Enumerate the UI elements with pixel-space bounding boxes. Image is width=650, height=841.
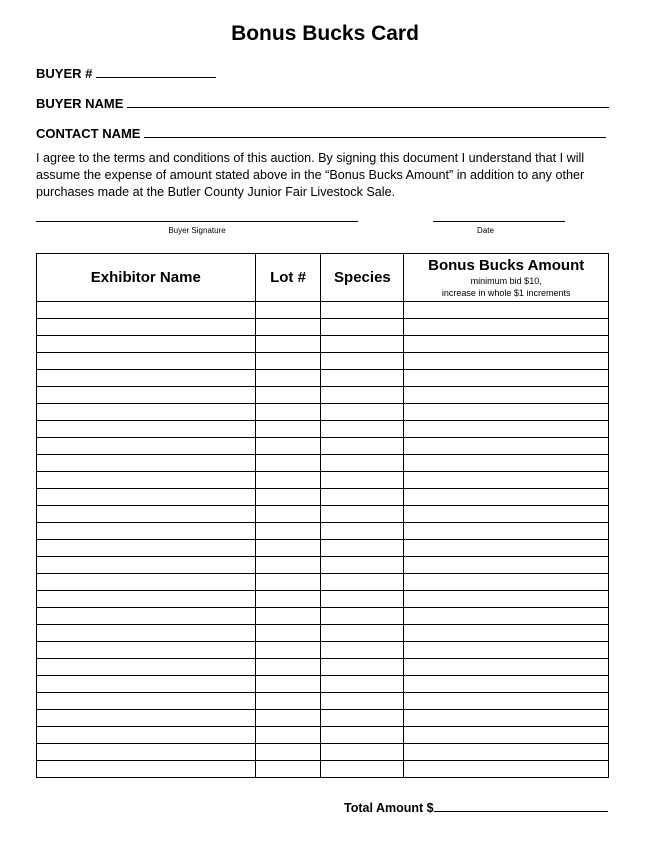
exhibitor-name-cell[interactable] <box>37 370 256 387</box>
table-row <box>37 744 609 761</box>
species-cell[interactable] <box>321 404 404 421</box>
exhibitor-name-cell[interactable] <box>37 438 256 455</box>
species-cell[interactable] <box>321 387 404 404</box>
exhibitor-name-cell[interactable] <box>37 574 256 591</box>
date-label: Date <box>477 226 494 235</box>
exhibitor-name-cell[interactable] <box>37 336 256 353</box>
lot-number-header: Lot # <box>255 254 321 302</box>
bonus-bucks-amount-cell[interactable] <box>404 676 609 693</box>
contact-name-label: CONTACT NAME <box>36 126 141 141</box>
bonus-bucks-amount-header <box>404 254 609 302</box>
bonus-bucks-amount-cell[interactable] <box>404 489 609 506</box>
bonus-bucks-table <box>36 253 609 778</box>
table-row <box>37 625 609 642</box>
bonus-bucks-amount-cell[interactable] <box>404 523 609 540</box>
species-header: Species <box>321 254 404 302</box>
lot-number-cell[interactable] <box>255 353 321 370</box>
lot-number-cell[interactable] <box>255 489 321 506</box>
exhibitor-name-cell[interactable] <box>37 642 256 659</box>
bonus-bucks-amount-cell[interactable] <box>404 761 609 778</box>
bonus-bucks-amount-cell[interactable] <box>404 625 609 642</box>
species-cell[interactable] <box>321 608 404 625</box>
table-row <box>37 676 609 693</box>
table-row <box>37 659 609 676</box>
bonus-bucks-amount-cell[interactable] <box>404 370 609 387</box>
table-row <box>37 574 609 591</box>
bonus-bucks-amount-cell[interactable] <box>404 302 609 319</box>
buyer-number-label: BUYER # <box>36 66 93 81</box>
exhibitor-name-cell[interactable] <box>37 710 256 727</box>
table-row <box>37 353 609 370</box>
species-cell[interactable] <box>321 540 404 557</box>
species-cell[interactable] <box>321 370 404 387</box>
species-cell[interactable] <box>321 574 404 591</box>
table-row <box>37 727 609 744</box>
bonus-bucks-amount-cell[interactable] <box>404 319 609 336</box>
exhibitor-name-cell[interactable] <box>37 455 256 472</box>
table-row <box>37 642 609 659</box>
lot-number-cell[interactable] <box>255 761 321 778</box>
lot-number-cell[interactable] <box>255 472 321 489</box>
species-cell[interactable] <box>321 472 404 489</box>
exhibitor-name-cell[interactable] <box>37 591 256 608</box>
species-cell[interactable] <box>321 659 404 676</box>
buyer-name-label: BUYER NAME <box>36 96 124 111</box>
buyer-number-field <box>36 64 216 81</box>
species-cell[interactable] <box>321 761 404 778</box>
lot-number-cell[interactable] <box>255 506 321 523</box>
table-row <box>37 438 609 455</box>
lot-number-cell[interactable] <box>255 302 321 319</box>
table-row <box>37 472 609 489</box>
minimum-bid-note: minimum bid $10, <box>470 275 542 286</box>
exhibitor-name-cell[interactable] <box>37 659 256 676</box>
lot-number-cell[interactable] <box>255 693 321 710</box>
exhibitor-name-header: Exhibitor Name <box>37 254 256 302</box>
exhibitor-name-cell[interactable] <box>37 761 256 778</box>
table-row <box>37 608 609 625</box>
bonus-bucks-amount-cell[interactable] <box>404 693 609 710</box>
buyer-signature-line[interactable] <box>36 221 358 222</box>
species-cell[interactable] <box>321 557 404 574</box>
exhibitor-name-cell[interactable] <box>37 387 256 404</box>
exhibitor-name-cell[interactable] <box>37 523 256 540</box>
bonus-bucks-amount-cell[interactable] <box>404 438 609 455</box>
lot-number-cell[interactable] <box>255 659 321 676</box>
lot-number-cell[interactable] <box>255 421 321 438</box>
table-row <box>37 540 609 557</box>
exhibitor-name-cell[interactable] <box>37 472 256 489</box>
buyer-number-line[interactable] <box>96 64 216 78</box>
bonus-bucks-amount-cell[interactable] <box>404 591 609 608</box>
bonus-bucks-amount-cell[interactable] <box>404 574 609 591</box>
species-cell[interactable] <box>321 506 404 523</box>
species-cell[interactable] <box>321 353 404 370</box>
table-row <box>37 710 609 727</box>
table-row <box>37 523 609 540</box>
lot-number-cell[interactable] <box>255 387 321 404</box>
exhibitor-name-cell[interactable] <box>37 489 256 506</box>
total-amount-field <box>344 798 608 815</box>
bonus-bucks-amount-cell[interactable] <box>404 472 609 489</box>
species-cell[interactable] <box>321 676 404 693</box>
bonus-bucks-amount-cell[interactable] <box>404 557 609 574</box>
exhibitor-name-cell[interactable] <box>37 557 256 574</box>
table-row <box>37 489 609 506</box>
table-row <box>37 404 609 421</box>
lot-number-cell[interactable] <box>255 540 321 557</box>
lot-number-cell[interactable] <box>255 744 321 761</box>
lot-number-cell[interactable] <box>255 625 321 642</box>
table-row <box>37 336 609 353</box>
lot-number-cell[interactable] <box>255 404 321 421</box>
bonus-bucks-amount-cell[interactable] <box>404 659 609 676</box>
bonus-bucks-amount-cell[interactable] <box>404 727 609 744</box>
exhibitor-name-cell[interactable] <box>37 404 256 421</box>
buyer-name-line[interactable] <box>127 94 609 108</box>
lot-number-cell[interactable] <box>255 336 321 353</box>
date-line[interactable] <box>433 221 565 222</box>
species-cell[interactable] <box>321 591 404 608</box>
species-cell[interactable] <box>321 302 404 319</box>
lot-number-cell[interactable] <box>255 523 321 540</box>
total-amount-label: Total Amount $ <box>344 801 434 815</box>
buyer-signature-label: Buyer Signature <box>168 226 226 235</box>
lot-number-cell[interactable] <box>255 710 321 727</box>
lot-number-cell[interactable] <box>255 727 321 744</box>
exhibitor-name-cell[interactable] <box>37 540 256 557</box>
exhibitor-name-cell[interactable] <box>37 353 256 370</box>
lot-number-cell[interactable] <box>255 370 321 387</box>
species-cell[interactable] <box>321 489 404 506</box>
increment-note: increase in whole $1 increments <box>441 287 571 298</box>
species-cell[interactable] <box>321 523 404 540</box>
lot-number-cell[interactable] <box>255 591 321 608</box>
lot-number-cell[interactable] <box>255 557 321 574</box>
lot-number-cell[interactable] <box>255 455 321 472</box>
table-row <box>37 302 609 319</box>
species-cell[interactable] <box>321 727 404 744</box>
table-row <box>37 591 609 608</box>
lot-number-cell[interactable] <box>255 319 321 336</box>
bonus-bucks-amount-cell[interactable] <box>404 336 609 353</box>
table-row <box>37 370 609 387</box>
table-body <box>37 302 609 778</box>
bonus-bucks-amount-cell[interactable] <box>404 642 609 659</box>
bonus-bucks-amount-cell[interactable] <box>404 744 609 761</box>
bonus-bucks-amount-cell[interactable] <box>404 404 609 421</box>
species-cell[interactable] <box>321 693 404 710</box>
agreement-text: I agree to the terms and conditions of this auction. By signing this document I understand that I will assume the expense of amount stated above in the “Bonus Bucks Amount” in addition to any other purchases made at the Butler County Junior Fair Livestock Sale. <box>36 151 585 199</box>
species-cell[interactable] <box>321 625 404 642</box>
bonus-bucks-amount-cell[interactable] <box>404 455 609 472</box>
exhibitor-name-cell[interactable] <box>37 319 256 336</box>
exhibitor-name-cell[interactable] <box>37 421 256 438</box>
table-header-row <box>37 254 609 302</box>
species-cell[interactable] <box>321 438 404 455</box>
species-cell[interactable] <box>321 319 404 336</box>
bonus-bucks-amount-cell[interactable] <box>404 353 609 370</box>
species-cell[interactable] <box>321 336 404 353</box>
table-row <box>37 761 609 778</box>
exhibitor-name-cell[interactable] <box>37 302 256 319</box>
species-cell[interactable] <box>321 455 404 472</box>
species-cell[interactable] <box>321 642 404 659</box>
table-row <box>37 506 609 523</box>
exhibitor-name-cell[interactable] <box>37 744 256 761</box>
bonus-bucks-amount-cell[interactable] <box>404 710 609 727</box>
bonus-bucks-amount-title: Bonus Bucks Amount <box>428 256 585 274</box>
contact-name-line[interactable] <box>144 124 606 138</box>
contact-name-field <box>36 124 606 141</box>
total-amount-line[interactable] <box>434 798 608 812</box>
exhibitor-name-cell[interactable] <box>37 625 256 642</box>
exhibitor-name-cell[interactable] <box>37 676 256 693</box>
table-row <box>37 693 609 710</box>
bonus-bucks-amount-cell[interactable] <box>404 540 609 557</box>
lot-number-cell[interactable] <box>255 642 321 659</box>
bonus-bucks-amount-cell[interactable] <box>404 608 609 625</box>
bonus-bucks-amount-cell[interactable] <box>404 387 609 404</box>
lot-number-cell[interactable] <box>255 574 321 591</box>
table-row <box>37 557 609 574</box>
species-cell[interactable] <box>321 744 404 761</box>
bonus-bucks-amount-cell[interactable] <box>404 506 609 523</box>
bonus-bucks-amount-cell[interactable] <box>404 421 609 438</box>
table-row <box>37 387 609 404</box>
page-title: Bonus Bucks Card <box>231 22 419 45</box>
buyer-name-field <box>36 94 609 111</box>
exhibitor-name-cell[interactable] <box>37 608 256 625</box>
exhibitor-name-cell[interactable] <box>37 727 256 744</box>
lot-number-cell[interactable] <box>255 608 321 625</box>
exhibitor-name-cell[interactable] <box>37 693 256 710</box>
table-row <box>37 319 609 336</box>
table-row <box>37 455 609 472</box>
lot-number-cell[interactable] <box>255 676 321 693</box>
lot-number-cell[interactable] <box>255 438 321 455</box>
species-cell[interactable] <box>321 710 404 727</box>
exhibitor-name-cell[interactable] <box>37 506 256 523</box>
table-row <box>37 421 609 438</box>
species-cell[interactable] <box>321 421 404 438</box>
